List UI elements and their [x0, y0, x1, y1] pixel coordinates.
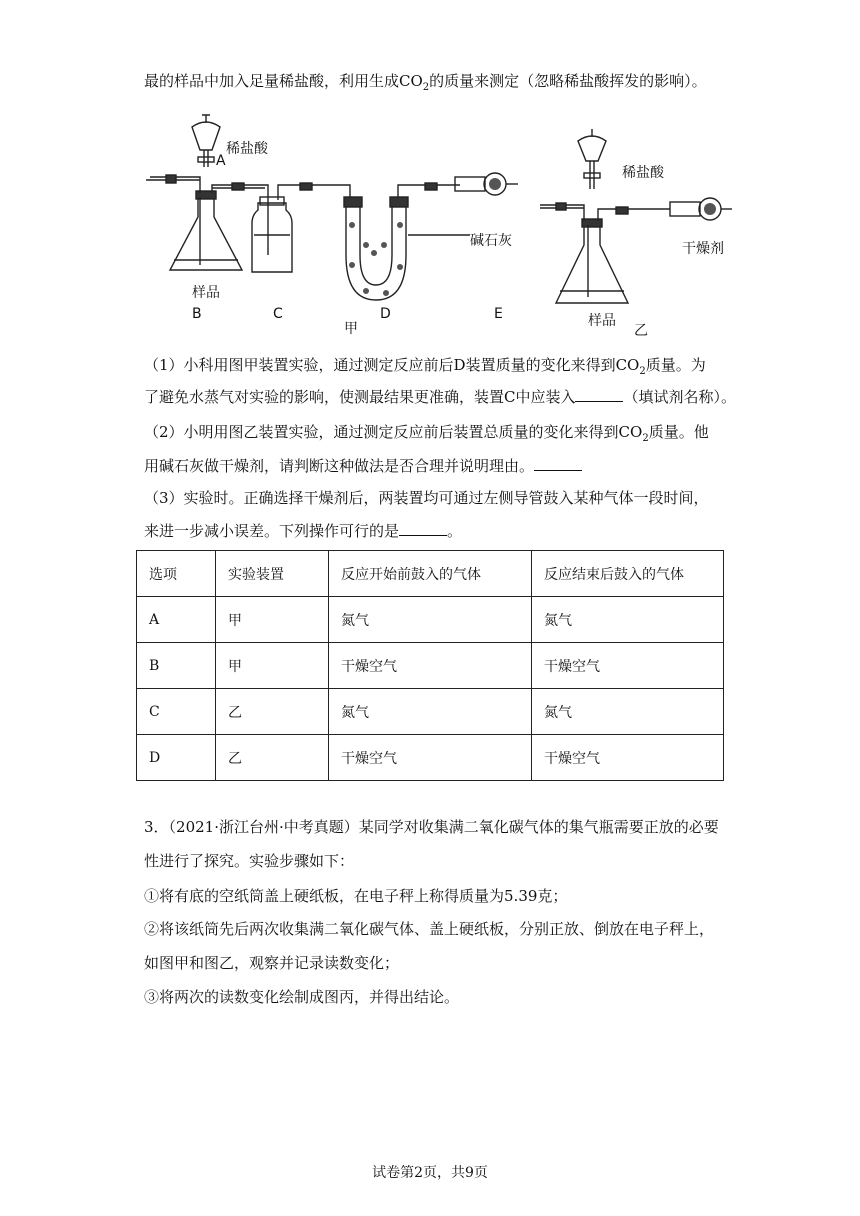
label-acid-left: 稀盐酸	[226, 141, 268, 157]
label-yi: 乙	[634, 323, 648, 339]
q3-line1: （3）实验时。正确选择干燥剂后，两装置均可通过左侧导管鼓入某种气体一段时间，	[144, 489, 709, 507]
table-header: 实验装置	[216, 551, 329, 597]
table-cell: 氮气	[329, 689, 532, 735]
q1-line1: （1）小科用图甲装置实验，通过测定反应前后D装置质量的变化来得到$CO_2$质量。为	[144, 356, 706, 377]
table-header-row	[137, 551, 724, 597]
problem3-step1: ①将有底的空纸筒盖上硬纸板，在电子秤上称得质量为5.39克；	[144, 887, 568, 905]
problem3-line2: 性进行了探究。实验步骤如下：	[144, 852, 355, 870]
q2-line2: 用碱石灰做干燥剂，请判断这种做法是否合理并说明理由。	[144, 455, 582, 477]
label-d: D	[380, 306, 391, 322]
table-header: 反应开始前鼓入的气体	[329, 551, 532, 597]
table-cell: A	[137, 597, 216, 643]
table-row	[137, 735, 724, 781]
label-sample-right: 样品	[588, 313, 616, 329]
table-row	[137, 597, 724, 643]
label-jia: 甲	[344, 321, 358, 337]
table-row	[137, 643, 724, 689]
table-cell: 甲	[216, 597, 329, 643]
problem3-line5: 如图甲和图乙，观察并记录读数变化；	[144, 954, 400, 972]
q1-line2: 了避免水蒸气对实验的影响，使测最结果更准确，装置C中应装入 （填试剂名称）。	[144, 388, 736, 406]
table-cell: 氮气	[532, 689, 724, 735]
label-b: B	[192, 306, 202, 322]
table-cell: 干燥空气	[329, 643, 532, 689]
table-row	[137, 689, 724, 735]
table-header: 选项	[137, 551, 216, 597]
label-acid-right: 稀盐酸	[622, 165, 664, 181]
q3-line2: 来进一步减小误差。下列操作可行的是 。	[144, 522, 463, 540]
problem3-step2: ②将该纸筒先后两次收集满二氧化碳气体、盖上硬纸板，分别正放、倒放在电子秤上，	[144, 920, 715, 938]
table-cell: 氮气	[532, 597, 724, 643]
q2-line1: （2）小明用图乙装置实验，通过测定反应前后装置总质量的变化来得到$CO_2$质量。他	[144, 423, 709, 444]
table-cell: C	[137, 689, 216, 735]
answer-blank-3[interactable]	[399, 521, 447, 536]
apparatus-diagram	[140, 105, 740, 345]
intro-text: 最的样品中加入足量稀盐酸，利用生成$CO_2$的质量来测定（忽略稀盐酸挥发的影响）。	[144, 72, 707, 93]
problem3-line1: 3．（2021·浙江台州·中考真题）某同学对收集满二氧化碳气体的集气瓶需要正放的必要	[144, 818, 719, 836]
table-cell: 干燥空气	[532, 643, 724, 689]
label-desiccant: 干燥剂	[682, 241, 724, 257]
answer-blank-2[interactable]	[534, 456, 582, 471]
label-e: E	[494, 306, 503, 322]
table-cell: 乙	[216, 735, 329, 781]
table-cell: B	[137, 643, 216, 689]
table-cell: 氮气	[329, 597, 532, 643]
label-valve-a: A	[216, 153, 226, 169]
table-cell: 干燥空气	[329, 735, 532, 781]
table-cell: 乙	[216, 689, 329, 735]
label-soda-lime: 碱石灰	[470, 233, 512, 249]
page-footer: 试卷第2页，共9页	[372, 1165, 488, 1181]
problem3-step3: ③将两次的读数变化绘制成图丙，并得出结论。	[144, 988, 460, 1006]
table-cell: 甲	[216, 643, 329, 689]
options-table	[136, 550, 724, 781]
answer-blank-1[interactable]	[575, 387, 623, 402]
table-cell: D	[137, 735, 216, 781]
label-sample-left: 样品	[192, 285, 220, 301]
label-c: C	[273, 306, 283, 322]
table-cell: 干燥空气	[532, 735, 724, 781]
table-header: 反应结束后鼓入的气体	[532, 551, 724, 597]
